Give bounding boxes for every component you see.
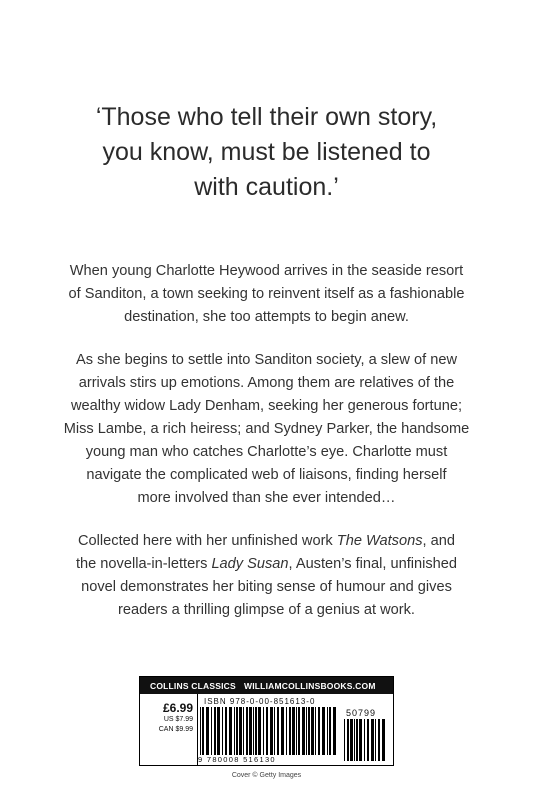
barcode-bar: [292, 707, 295, 755]
barcode-header: [140, 677, 393, 694]
barcode-bar: [306, 707, 307, 755]
barcode-bar: [274, 707, 275, 755]
blurb-line: more involved than she ever intended…: [137, 490, 396, 506]
barcode-bar: [356, 719, 358, 761]
barcode-bar: [371, 719, 374, 761]
addon-barcode: [344, 719, 388, 761]
blurb-line: When young Charlotte Heywood arrives in the seaside resort: [69, 263, 464, 279]
barcode-bar: [347, 719, 349, 761]
barcode-bar: [289, 707, 291, 755]
barcode-bar: [234, 707, 235, 755]
barcode-bar: [206, 707, 209, 755]
blurb-line: of Sanditon, a town seeking to reinvent itself as a fashionable: [68, 286, 465, 302]
imprint-label: COLLINS CLASSICS: [150, 680, 236, 691]
barcode-bar: [322, 707, 325, 755]
barcode-bar: [258, 707, 261, 755]
barcode-bar: [243, 707, 244, 755]
blurb-paragraph-2: [50, 349, 483, 510]
barcode-bar: [236, 707, 238, 755]
addon-number: 50799: [346, 708, 377, 718]
barcode-bar: [217, 707, 220, 755]
barcode-bar: [222, 707, 223, 755]
barcode-bar: [298, 707, 300, 755]
barcode-panel: [139, 676, 394, 766]
blurb-line: wealthy widow Lady Denham, seeking her generous fortune;: [70, 398, 463, 414]
quote-line: you know, must be listened to: [102, 138, 431, 166]
title-watsons: The Watsons: [336, 533, 423, 549]
ean-digits: 9 780008 516130: [198, 755, 276, 764]
quote-line: ‘Those who tell their own story,: [95, 103, 438, 131]
barcode-bar: [327, 707, 328, 755]
barcode-bar: [378, 719, 380, 761]
blurb-line: [50, 553, 483, 576]
barcode-bar: [286, 707, 287, 755]
barcode-bar: [344, 719, 345, 761]
barcode-bar: [308, 707, 310, 755]
blurb-paragraph-1: [50, 260, 483, 329]
barcode-bar: [333, 707, 336, 755]
barcode-bar: [246, 707, 248, 755]
blurb-text: , and: [422, 533, 455, 549]
barcode-bar: [281, 707, 284, 755]
barcode-bar: [253, 707, 254, 755]
pull-quote: [40, 100, 493, 205]
blurb-text: the novella-in-letters: [75, 556, 212, 572]
barcode-bar: [315, 707, 316, 755]
blurb-paragraph-3: [50, 530, 483, 622]
blurb-line: novel demonstrates her biting sense of humour and gives: [81, 579, 452, 595]
blurb-line: readers a thrilling glimpse of a genius at work.: [118, 602, 415, 618]
barcode-bar: [318, 707, 320, 755]
isbn-number: ISBN 978-0-00-851613-0: [204, 697, 316, 706]
barcode-bar: [263, 707, 264, 755]
blurb-line: Miss Lambe, a rich heiress; and Sydney Parker, the handsome: [63, 421, 470, 437]
barcode-bar: [350, 719, 353, 761]
barcode-bar: [202, 707, 204, 755]
blurb-line: [50, 530, 483, 553]
barcode-bar: [329, 707, 331, 755]
book-blurb: [50, 260, 483, 642]
barcode-bar: [296, 707, 297, 755]
barcode-bar: [359, 719, 362, 761]
price-gbp: £6.99: [162, 701, 193, 715]
barcode-bar: [354, 719, 355, 761]
barcode-bar: [270, 707, 273, 755]
price-column: [140, 694, 198, 765]
blurb-line: destination, she too attempts to begin anew.: [124, 309, 409, 325]
barcode-bar: [214, 707, 216, 755]
barcode-bar: [367, 719, 369, 761]
blurb-text: Collected here with her unfinished work: [78, 533, 337, 549]
blurb-line: arrivals stirs up emotions. Among them are relatives of the: [78, 375, 455, 391]
blurb-line: young man who catches Charlotte’s eye. Charlotte must: [85, 444, 448, 460]
title-lady-susan: Lady Susan: [211, 556, 289, 572]
barcode-bar: [239, 707, 242, 755]
cover-credit: Cover © Getty Images: [231, 772, 302, 779]
barcode-bar: [375, 719, 376, 761]
barcode-bar: [255, 707, 257, 755]
barcode-bar: [225, 707, 227, 755]
barcode-bar: [364, 719, 365, 761]
barcode-bar: [311, 707, 314, 755]
blurb-text: , Austen’s final, unfinished: [288, 556, 458, 572]
barcode-bar: [382, 719, 385, 761]
barcode-bar: [200, 707, 201, 755]
barcode-bar: [277, 707, 279, 755]
price-can: CAN $9.99: [158, 726, 193, 733]
blurb-line: navigate the complicated web of liaisons, finding herself: [86, 467, 447, 483]
barcode-bar: [249, 707, 252, 755]
barcode-bar: [302, 707, 305, 755]
barcode-bar: [266, 707, 268, 755]
quote-line: with caution.’: [194, 173, 339, 201]
website-label: WILLIAMCOLLINSBOOKS.COM: [244, 680, 376, 691]
barcode-bar: [229, 707, 232, 755]
blurb-line: As she begins to settle into Sanditon society, a slew of new: [75, 352, 457, 368]
price-us: US $7.99: [163, 716, 193, 723]
barcode-bar: [211, 707, 212, 755]
ean-barcode: [200, 707, 340, 755]
